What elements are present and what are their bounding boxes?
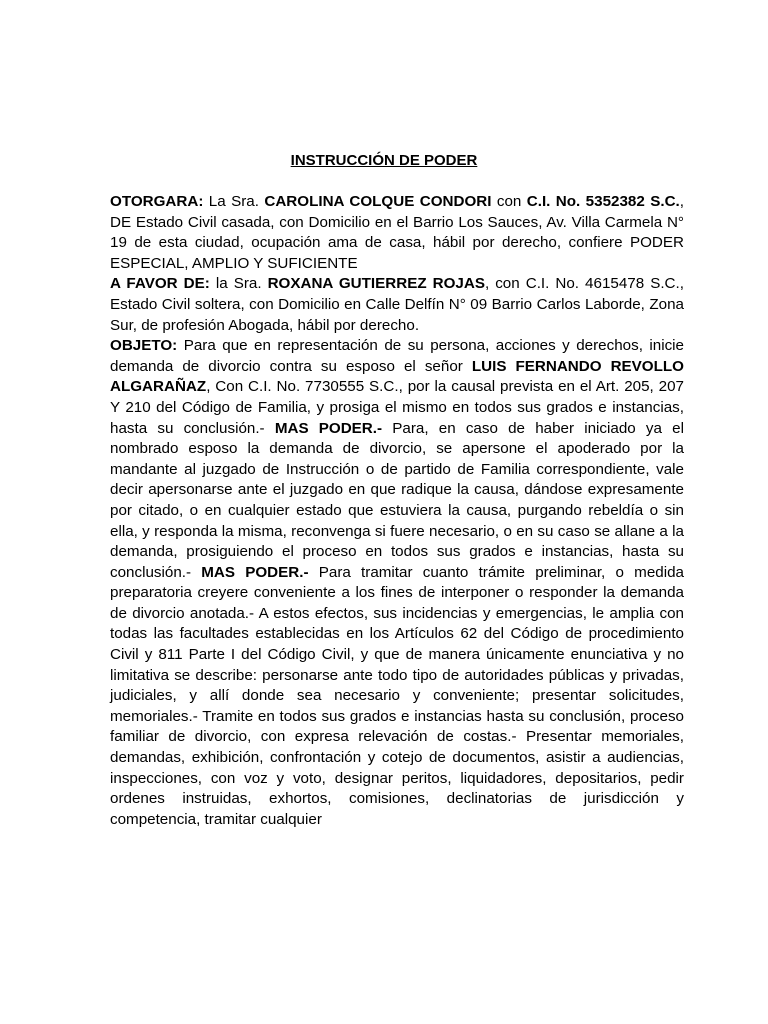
otorgara-name: CAROLINA COLQUE CONDORI <box>264 193 492 210</box>
objeto-text-1: Para que en representación de su persona, acciones y derechos, inicie demanda de divorcio contra su esposo el señor <box>110 337 684 375</box>
objeto-text-4: Para tramitar cuanto trámite preliminar, o medida preparatoria creyere conveniente a los fines de interponer o responder la demanda de divorcio anotada.- A estos efectos, sus incidencias y emergencias, le amplia con todas las facultades establecidas en los Artículos 62 del Código de procedimiento Civil y 811 Parte I del Código Civil, y que de manera únicamente enunciativa y no limitativa se describe: personarse ante todo tipo de autoridades públicas y privadas, judiciales, y allí donde sea necesario y conveniente; presentar solicitudes, memoriales.- Tramite en todos sus grados e instancias hasta su conclusión, proceso familiar de divorcio, con expresa relevación de costas.- Presentar memoriales, demandas, exhibición, confrontación y cotejo de documentos, asistir a audiencias, inspecciones, con voz y voto, designar peritos, liquidadores, depositarios, pedir ordenes instruidas, exhortos, comisiones, declinatorias de jurisdicción y competencia, tramitar cualquier <box>110 563 684 828</box>
favor-text-2: , con C.I. No. 4615478 S.C., Estado Civil soltera, con Domicilio en Calle Delfín N° 09 Barrio Carlos Laborde, Zona Sur, de profesión Abogada, hábil por derecho. <box>110 275 684 334</box>
mas-poder-2: MAS PODER.- <box>201 563 309 581</box>
otorgara-text-1: La Sra. <box>203 193 265 210</box>
mas-poder-1: MAS PODER.- <box>274 419 383 437</box>
otorgara-text-3: , DE Estado Civil casada, con Domicilio en el Barrio Los Sauces, Av. Villa Carmela N° 19 de esta ciudad, ocupación ama de casa, hábil por derecho, confiere PODER ESPECIAL, AMPLIO Y SUFICIENTE <box>110 193 684 272</box>
favor-name: ROXANA GUTIERREZ ROJAS <box>267 275 485 293</box>
objeto-name: LUIS FERNANDO REVOLLO ALGARAÑAZ <box>110 357 684 396</box>
favor-label: A FAVOR DE: <box>110 275 210 293</box>
objeto-label: OBJETO: <box>110 337 178 355</box>
otorgara-paragraph <box>110 192 684 274</box>
favor-text-1: la Sra. <box>209 275 268 293</box>
otorgara-text-2: con <box>491 193 527 210</box>
objeto-text-2: , Con C.I. No. 7730555 S.C., por la causal prevista en el Art. 205, 207 Y 210 del Código de Familia, y prosiga el mismo en todos sus grados e instancias, hasta su conclusión.- <box>110 378 684 437</box>
objeto-paragraph <box>110 336 684 830</box>
otorgara-label: OTORGARA: <box>110 193 204 210</box>
otorgara-ci: C.I. No. 5352382 S.C. <box>526 193 680 210</box>
favor-paragraph <box>110 274 684 336</box>
document-title: INSTRUCCIÓN DE PODER <box>290 152 478 169</box>
document-body <box>110 192 684 830</box>
objeto-text-3: Para, en caso de haber iniciado ya el nombrado esposo la demanda de divorcio, se apersone el apoderado por la mandante al juzgado de Instrucción o de partido de Familia correspondiente, vale decir apersonarse ante el juzgado en que radique la causa, dándose expresamente por citado, o en cualquier estado que estuviera la causa, purgando rebeldía o sin ella, y responda la misma, reconvenga si fuere necesario, o en su caso se allane a la demanda, prosiguiendo el proceso en todos sus grados e instancias, hasta su conclusión.- <box>110 419 684 581</box>
